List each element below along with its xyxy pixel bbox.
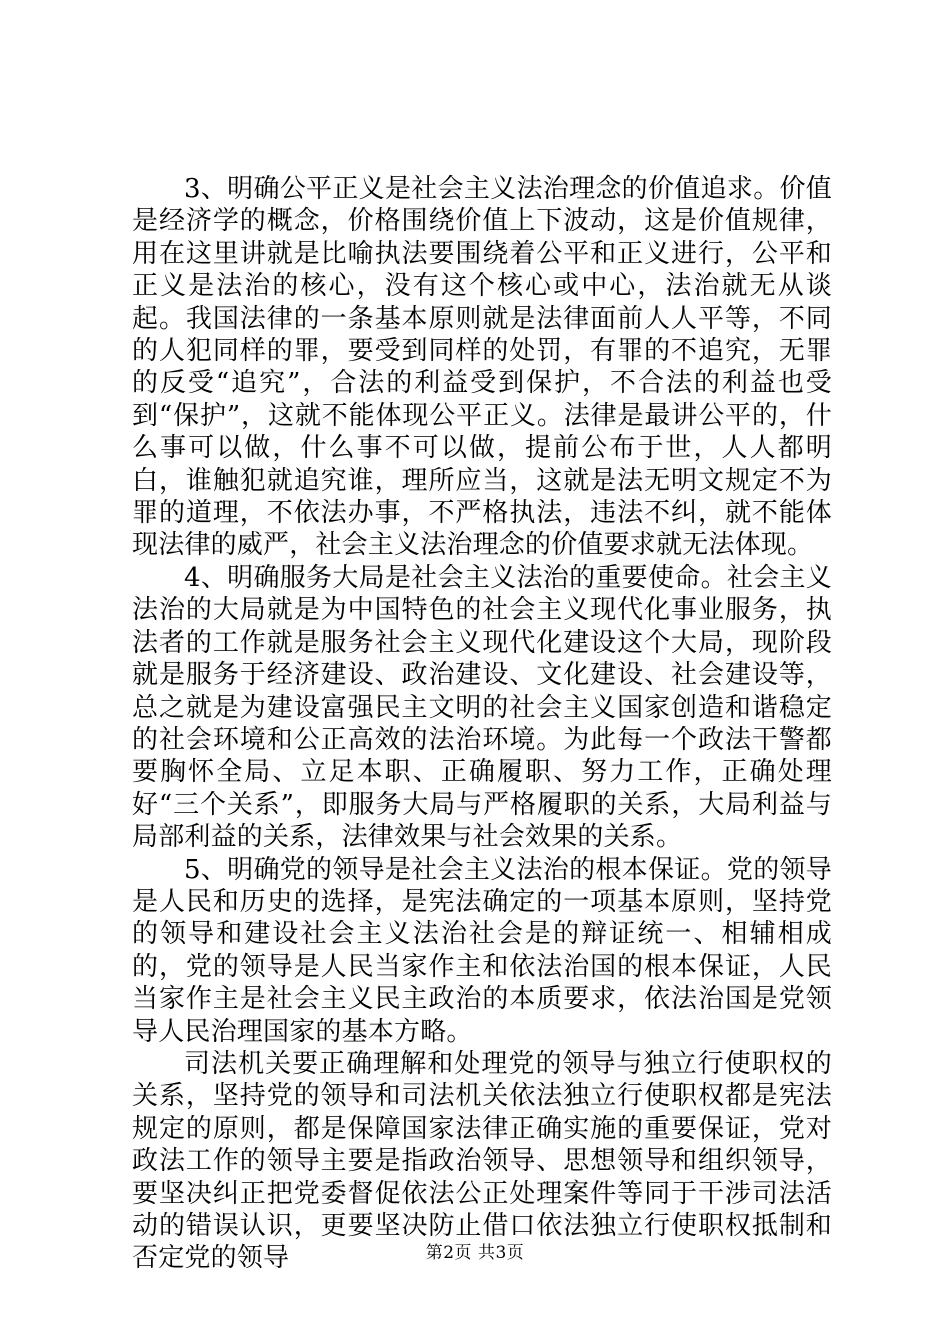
page-footer: 第2页 共3页 [425, 1243, 525, 1263]
paragraph-3: 3、明确公平正义是社会主义法治理念的价值追求。价值是经济学的概念，价格围绕价值上下波动，这是价值规律，用在这里讲就是比喻执法要围绕着公平和正义进行，公平和正义是法治的核心，没有这个核心或中心，法治就无从谈起。我国法律的一条基本原则就是法律面前人人平等，不同的人犯同样的罪，要受到同样的处罚，有罪的不追究，无罪的反受“追究”，合法的利益受到保护，不合法的利益也受到“保护”，这就不能体现公平正义。法律是最讲公平的，什么事可以做，什么事不可以做，提前公布于世，人人都明白，谁触犯就追究谁，理所应当，这就是法无明文规定不为罪的道理，不依法办事，不严格执法，违法不纠，就不能体现法律的威严，社会主义法治理念的价值要求就无法体现。 [132, 174, 832, 561]
document-body [132, 173, 832, 1275]
paragraph-5: 5、明确党的领导是社会主义法治的根本保证。党的领导是人民和历史的选择，是宪法确定的一项基本原则，坚持党的领导和建设社会主义法治社会是的辩证统一、相辅相成的，党的领导是人民当家作主和依法治国的根本保证，人民当家作主是社会主义民主政治的本质要求，依法治国是党领导人民治理国家的基本方略。 [132, 854, 832, 1047]
paragraph-judicial-organs: 司法机关要正确理解和处理党的领导与独立行使职权的关系，坚持党的领导和司法机关依法独立行使职权都是宪法规定的原则，都是保障国家法律正确实施的重要保证，党对政法工作的领导主要是指政治领导、思想领导和组织领导，要坚决纠正把党委督促依法公正处理案件等同于干涉司法活动的错误认识，更要坚决防止借口依法独立行使职权抵制和否定党的领导 [132, 1048, 832, 1274]
paragraph-4: 4、明确服务大局是社会主义法治的重要使命。社会主义法治的大局就是为中国特色的社会主义现代化事业服务，执法者的工作就是服务社会主义现代化建设这个大局，现阶段就是服务于经济建设、政治建设、文化建设、社会建设等，总之就是为建设富强民主文明的社会主义国家创造和谐稳定的社会环境和公正高效的法治环境。为此每一个政法干警都要胸怀全局、立足本职、正确履职、努力工作，正确处理好“三个关系”，即服务大局与严格履职的关系，大局利益与局部利益的关系，法律效果与社会效果的关系。 [132, 562, 832, 853]
